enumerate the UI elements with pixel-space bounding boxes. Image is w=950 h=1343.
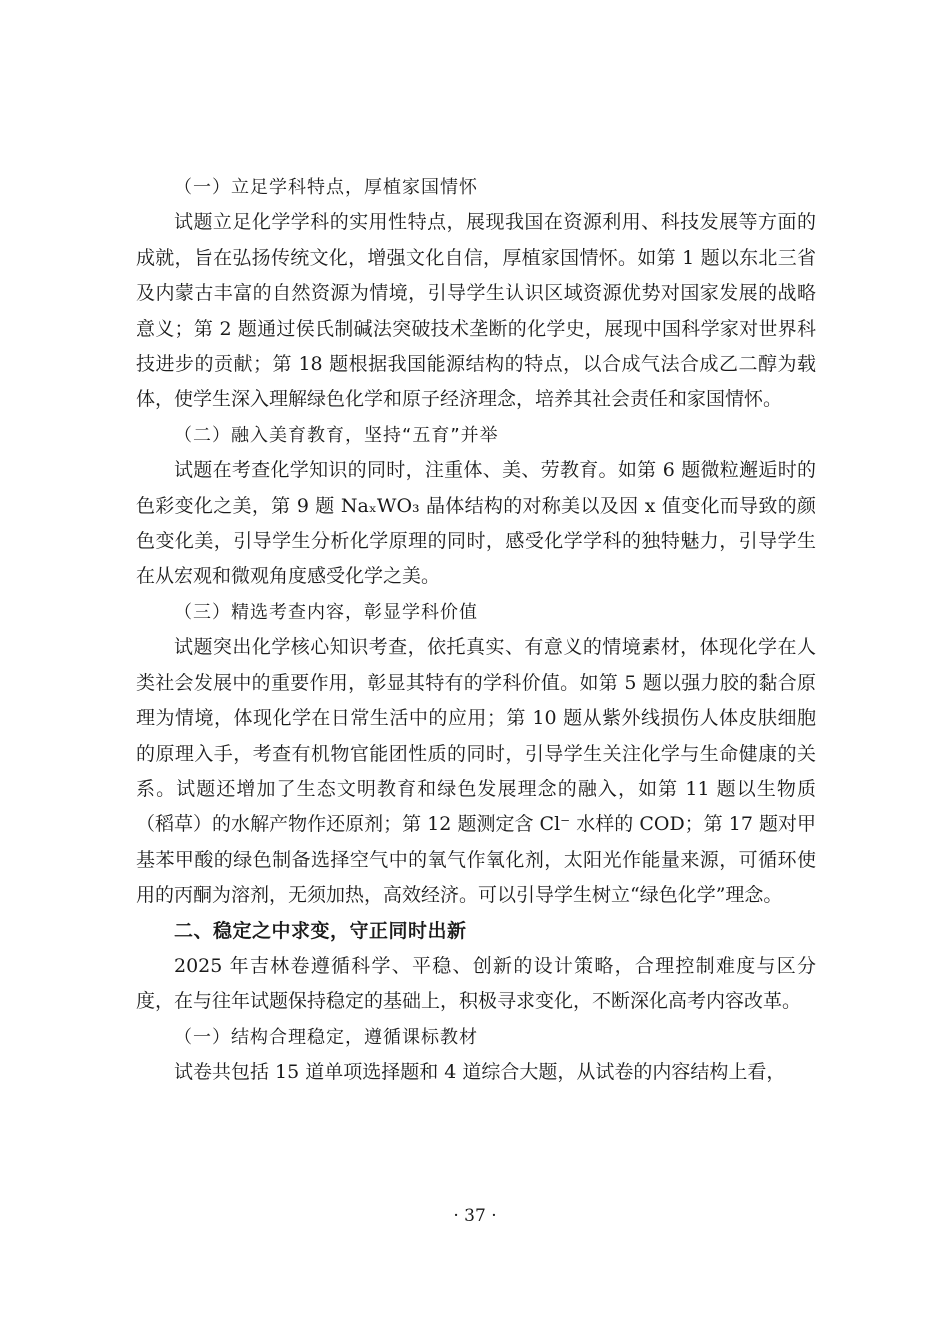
paragraph-1: 试题立足化学学科的实用性特点，展现我国在资源利用、科技发展等方面的成就，旨在弘扬传统文化，增强文化自信，厚植家国情怀。如第 1 题以东北三省及内蒙古丰富的自然资源为情境，引导学生认识区域资源优势对国家发展的战略意义；第 2 题通过侯氏制碱法突破技术垄断的化学史，展现中国科学家对世界科技进步的贡献；第 18 题根据我国能源结构的特点，以合成气法合成乙二醇为载体，使学生深入理解绿色化学和原子经济理念，培养其社会责任和家国情怀。 (136, 211, 816, 411)
section-heading-2: （二）融入美育教育，坚持“五育”并举 (174, 424, 499, 446)
section-heading-3: （三）精选考查内容，彰显学科价值 (174, 601, 478, 623)
page-number: · 37 · (453, 1206, 497, 1226)
page-body (136, 170, 816, 1091)
paragraph-2: 试题在考查化学知识的同时，注重体、美、劳教育。如第 6 题微粒邂逅时的色彩变化之美，第 9 题 NaₓWO₃ 晶体结构的对称美以及因 x 值变化而导致的颜色变化美，引导学生分析化学原理的同时，感受化学学科的独特魅力，引导学生在从宏观和微观角度感受化学之美。 (136, 459, 816, 588)
chapter-heading-2: 二、稳定之中求变，守正同时出新 (174, 919, 467, 942)
paragraph-4: 2025 年吉林卷遵循科学、平稳、创新的设计策略，合理控制难度与区分度，在与往年试题保持稳定的基础上，积极寻求变化，不断深化高考内容改革。 (136, 954, 816, 1013)
section-heading-1: （一）立足学科特点，厚植家国情怀 (174, 177, 478, 198)
paragraph-3: 试题突出化学核心知识考查，依托真实、有意义的情境素材，体现化学在人类社会发展中的重要作用，彰显其特有的学科价值。如第 5 题以强力胶的黏合原理为情境，体现化学在日常生活中的应用；第 10 题从紫外线损伤人体皮肤细胞的原理入手，考查有机物官能团性质的同时，引导学生关注化学与生命健康的关系。试题还增加了生态文明教育和绿色发展理念的融入，如第 11 题以生物质（稻草）的水解产物作还原剂；第 12 题测定含 Cl⁻ 水样的 COD；第 17 题对甲基苯甲酸的绿色制备选择空气中的氧气作氧化剂，太阳光作能量来源，可循环使用的丙酮为溶剂，无须加热，高效经济。可以引导学生树立“绿色化学”理念。 (136, 636, 816, 907)
section-heading-4: （一）结构合理稳定，遵循课标教材 (174, 1026, 478, 1048)
paragraph-5: 试卷共包括 15 道单项选择题和 4 道综合大题，从试卷的内容结构上看， (174, 1061, 786, 1084)
